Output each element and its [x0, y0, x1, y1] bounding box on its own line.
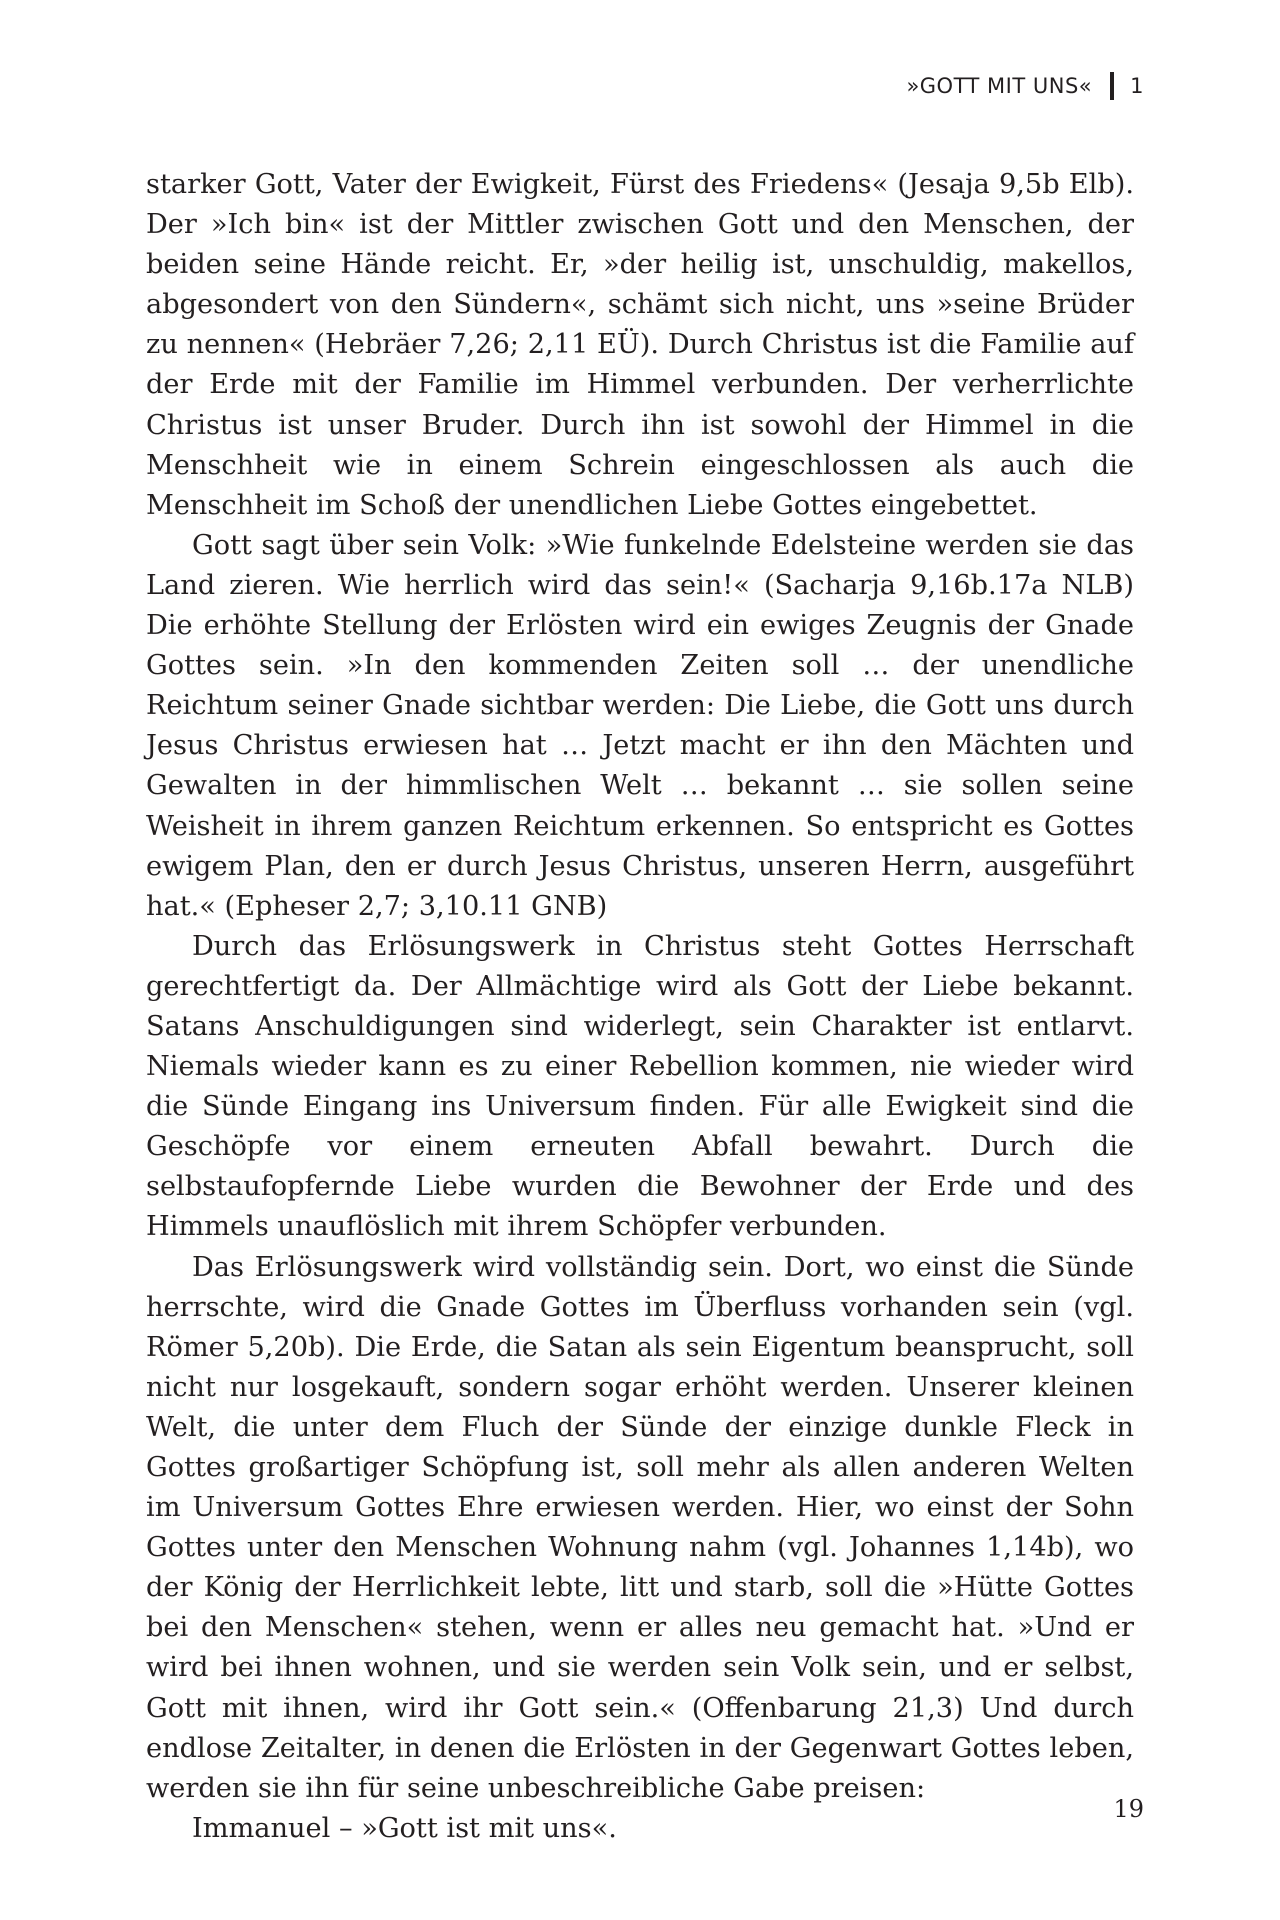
header-divider [1110, 72, 1114, 100]
paragraph-2: Gott sagt über sein Volk: »Wie funkelnde Edelsteine werden sie das Land zieren. Wie herrlich wird das sein!« (Sacharja 9,16b.17a NLB) Die erhöhte Stellung der Erlösten wird ein ewiges Zeugnis der Gnade Gottes sein. »In den kommenden Zeiten soll … der unendliche Reichtum seiner Gnade sichtbar werden: Die Liebe, die Gott uns durch Jesus Christus erwiesen hat … Jetzt macht er ihn den Mächten und Gewalten in der himmlischen Welt … bekannt … sie sollen seine Weisheit in ihrem ganzen Reichtum erkennen. So entspricht es Gottes ewigem Plan, den er durch Jesus Christus, unseren Herrn, ausgeführt hat.« (Epheser 2,7; 3,10.11 GNB) [146, 529, 1134, 922]
paragraph-3: Durch das Erlösungswerk in Christus steht Gottes Herrschaft gerechtfertigt da. Der Allmächtige wird als Gott der Liebe bekannt. Satans Anschuldigungen sind widerlegt, sein Charakter ist entlarvt. Niemals wieder kann es zu einer Rebellion kommen, nie wieder wird die Sünde Eingang ins Universum finden. Für alle Ewigkeit sind die Geschöpfe vor einem erneuten Abfall bewahrt. Durch die selbstaufopfernde Liebe wurden die Bewohner der Erde und des Himmels unauflöslich mit ihrem Schöpfer verbunden. [146, 930, 1134, 1243]
paragraph-4: Das Erlösungswerk wird vollständig sein. Dort, wo einst die Sünde herrschte, wird die Gnade Gottes im Überfluss vorhanden sein (vgl. Römer 5,20b). Die Erde, die Satan als sein Eigentum beansprucht, soll nicht nur losgekauft, sondern sogar erhöht werden. Unserer kleinen Welt, die unter dem Fluch der Sünde der einzige dunkle Fleck in Gottes großartiger Schöpfung ist, soll mehr als allen anderen Welten im Universum Gottes Ehre erwiesen werden. Hier, wo einst der Sohn Gottes unter den Menschen Wohnung nahm (vgl. Johannes 1,14b), wo der König der Herrlichkeit lebte, litt und starb, soll die »Hütte Gottes bei den Menschen« stehen, wenn er alles neu gemacht hat. »Und er wird bei ihnen wohnen, und sie werden sein Volk sein, und er selbst, Gott mit ihnen, wird ihr Gott sein.« (Offenbarung 21,3) Und durch endlose Zeitalter, in denen die Erlösten in der Gegenwart Gottes leben, werden sie ihn für seine unbeschreibliche Gabe preisen: [146, 1251, 1134, 1804]
paragraph-1: starker Gott, Vater der Ewigkeit, Fürst des Friedens« (Jesaja 9,5b Elb). Der »Ich bin« ist der Mittler zwischen Gott und den Menschen, der beiden seine Hände reicht. Er, »der heilig ist, unschuldig, makellos, abgesondert von den Sündern«, schämt sich nicht, uns »seine Brüder zu nennen« (Hebräer 7,26; 2,11 EÜ). Durch Christus ist die Familie auf der Erde mit der Familie im Himmel verbunden. Der verherrlichte Christus ist unser Bruder. Durch ihn ist sowohl der Himmel in die Menschheit wie in einem Schrein eingeschlossen als auch die Menschheit im Schoß der unendlichen Liebe Gottes eingebettet. [146, 169, 1134, 521]
running-head [906, 72, 1144, 100]
paragraph-5: Immanuel – »Gott ist mit uns«. [192, 1812, 617, 1844]
page-number: 19 [1113, 1795, 1144, 1823]
chapter-number: 1 [1130, 74, 1144, 98]
running-title: »GOTT MIT UNS« [906, 74, 1093, 98]
body-text [146, 165, 1134, 1849]
